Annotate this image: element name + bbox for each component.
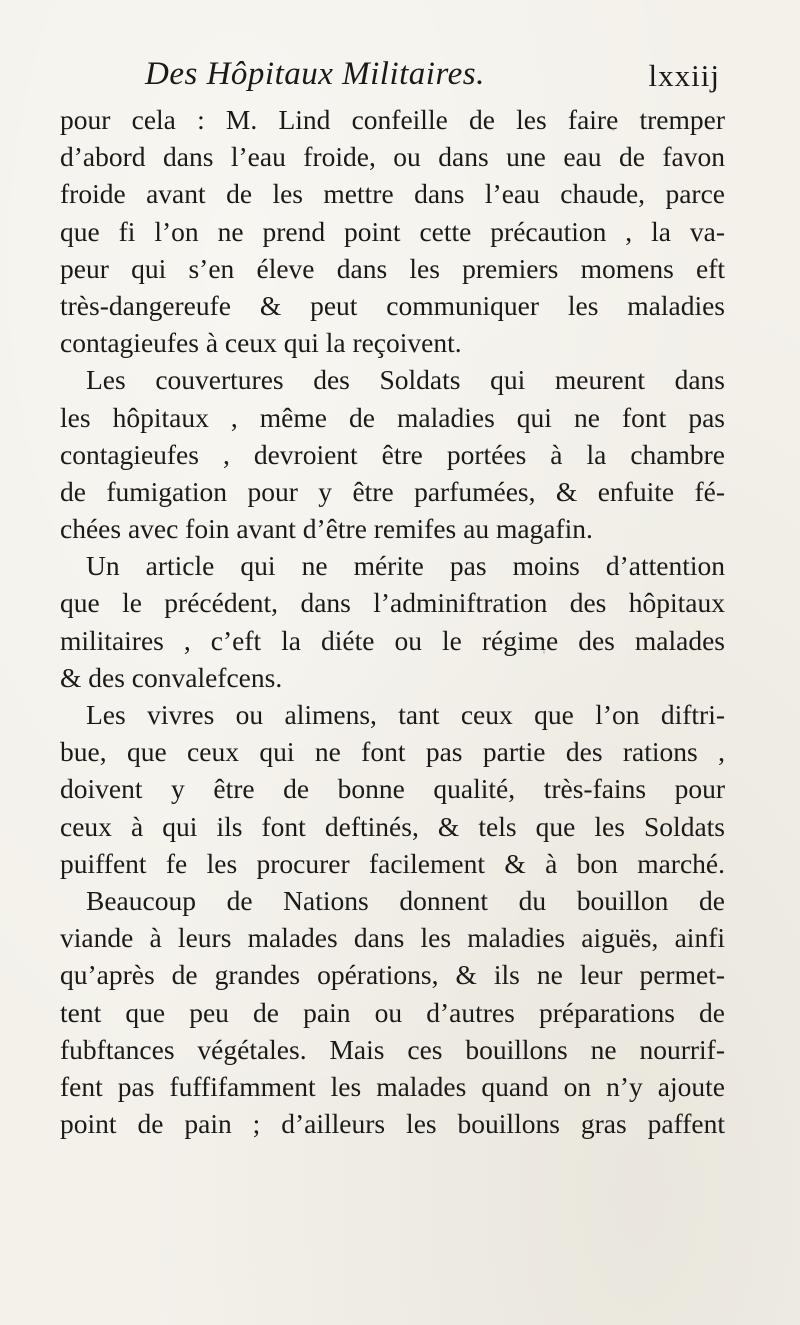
text-line: de fumigation pour y être parfumées, & enfuite fé-	[60, 475, 725, 507]
paper-speck	[612, 128, 615, 131]
body-text	[60, 101, 725, 1142]
running-head	[60, 56, 720, 96]
text-line: Beaucoup de Nations donnent du bouillon de	[86, 884, 725, 916]
text-line: peur qui s’en éleve dans les premiers momens eft	[60, 252, 725, 284]
paper-speck	[543, 650, 545, 654]
running-head-title: Des Hôpitaux Militaires.	[145, 56, 485, 92]
text-line: Les vivres ou alimens, tant ceux que l’on diftri-	[86, 699, 725, 730]
text-line: qu’après de grandes opérations, & ils ne leur permet-	[60, 959, 725, 991]
text-line: très-dangereufe & peut communiquer les maladies	[60, 289, 725, 321]
paper-speck	[88, 1040, 91, 1042]
text-line: bue, que ceux qui ne font pas partie des rations ,	[60, 736, 725, 768]
page-number: lxxiij	[648, 58, 720, 93]
text-line: contagieufes , devroient être portées à la chambre	[60, 438, 725, 470]
text-line: chées avec foin avant d’être remifes au magafin.	[60, 513, 593, 545]
text-line: & des convalefcens.	[60, 661, 283, 693]
text-line: Un article qui ne mérite pas moins d’attention	[86, 550, 725, 582]
text-line: point de pain ; d’ailleurs les bouillons gras paffent	[60, 1108, 725, 1140]
text-line: puiffent fe les procurer facilement & à bon marché.	[60, 847, 725, 879]
text-line: viande à leurs malades dans les maladies aiguës, ainfi	[60, 922, 725, 954]
text-line: froide avant de les mettre dans l’eau chaude, parce	[60, 178, 725, 210]
text-line: fent pas fuffifamment les malades quand on n’y ajoute	[60, 1070, 725, 1102]
text-line: Les couvertures des Soldats qui meurent dans	[86, 364, 725, 396]
text-line: militaires , c’eft la diéte ou le régime des malades	[60, 624, 725, 656]
text-line: contagieufes à ceux qui la reçoivent.	[60, 327, 462, 359]
text-line: les hôpitaux , même de maladies qui ne font pas	[60, 401, 725, 433]
text-line: que le précédent, dans l’adminiftration des hôpitaux	[60, 587, 725, 619]
text-line: que fi l’on ne prend point cette précaution , la va-	[60, 215, 725, 247]
text-line: doivent y être de bonne qualité, très-fains pour	[60, 773, 725, 805]
text-line: ceux à qui ils font deftinés, & tels que les Soldats	[60, 810, 725, 842]
text-line: d’abord dans l’eau froide, ou dans une eau de favon	[60, 141, 725, 173]
text-line: pour cela : M. Lind confeille de les faire tremper	[60, 104, 725, 135]
text-line: tent que peu de pain ou d’autres préparations de	[60, 996, 725, 1028]
text-line: fubftances végétales. Mais ces bouillons ne nourrif-	[60, 1033, 725, 1065]
